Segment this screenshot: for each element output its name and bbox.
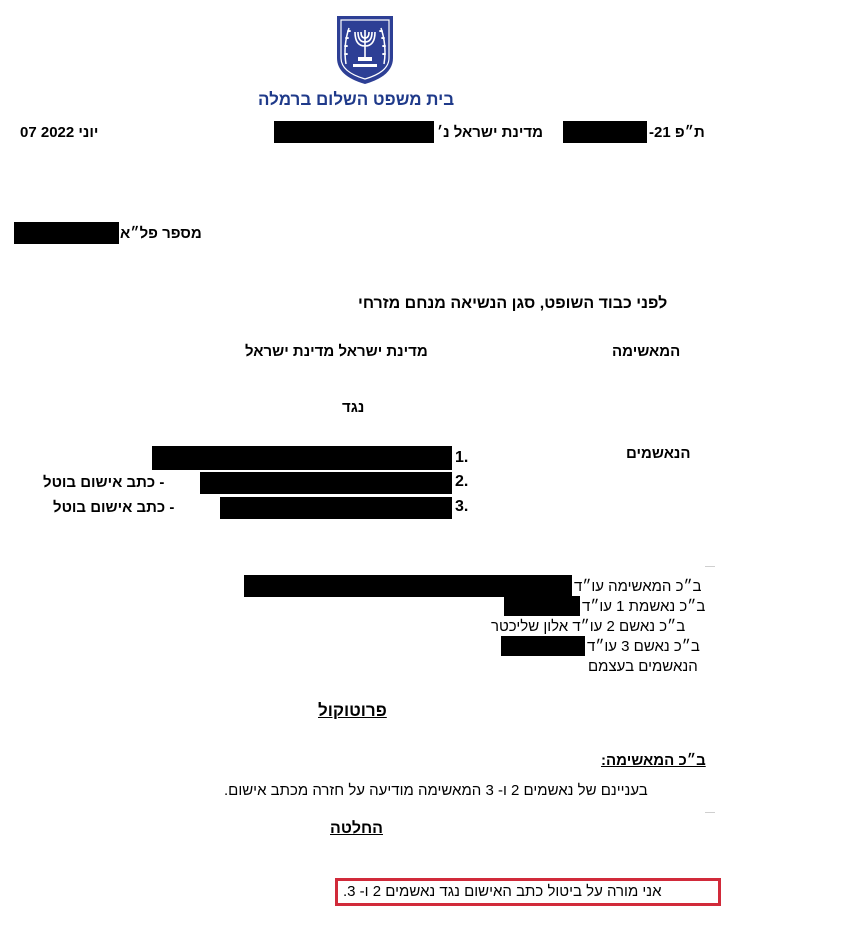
case-number-prefix: ת״פ 21-	[649, 124, 705, 141]
hearing-date: 07 יוני 2022	[20, 124, 99, 141]
redaction-box	[504, 596, 580, 616]
divider	[705, 566, 715, 567]
prosecution-statement: בעניינם של נאשמים 2 ו- 3 המאשימה מודיעה על חזרה מכתב אישום.	[224, 782, 648, 799]
redaction-box	[274, 121, 434, 143]
case-parties: מדינת ישראל נ׳	[437, 124, 544, 141]
attendance-line: הנאשמים בעצמם	[588, 658, 698, 675]
defendant-note: - כתב אישום בוטל	[43, 474, 165, 491]
attendance-line: ב״כ נאשם 3 עו״ד	[587, 638, 700, 655]
prosecution-rep-heading: ב״כ המאשימה:	[601, 752, 706, 769]
redaction-box	[152, 446, 452, 470]
prosecution-value: מדינת ישראל מדינת ישראל	[245, 343, 428, 360]
redaction-box	[200, 472, 452, 494]
menorah-emblem-icon	[333, 14, 397, 86]
court-name: בית משפט השלום ברמלה	[258, 90, 455, 109]
defendants-label: הנאשמים	[626, 445, 691, 462]
versus-label: נגד	[342, 399, 365, 416]
redaction-box	[501, 636, 585, 656]
redaction-box	[14, 222, 119, 244]
attendance-line: ב״כ המאשימה עו״ד	[574, 578, 702, 595]
defendant-number: 1.	[455, 449, 469, 466]
protocol-title: פרוטוקול	[318, 701, 387, 720]
defendant-note: - כתב אישום בוטל	[53, 499, 175, 516]
divider	[705, 812, 715, 813]
redaction-box	[244, 575, 572, 597]
attendance-line: ב״כ נאשמת 1 עו״ד	[582, 598, 706, 615]
decision-title: החלטה	[330, 820, 383, 837]
defendant-number: 2.	[455, 473, 469, 490]
fal-number-label: מספר פל״א	[120, 225, 202, 242]
defendant-number: 3.	[455, 498, 469, 515]
decision-text: אני מורה על ביטול כתב האישום נגד נאשמים 2 ו- 3.	[343, 883, 662, 900]
redaction-box	[563, 121, 647, 143]
prosecution-label: המאשימה	[612, 343, 681, 360]
attendance-line: ב״כ נאשם 2 עו״ד אלון שליכטר	[491, 618, 686, 635]
redaction-box	[220, 497, 452, 519]
judge-line: לפני כבוד השופט, סגן הנשיאה מנחם מזרחי	[358, 295, 668, 312]
